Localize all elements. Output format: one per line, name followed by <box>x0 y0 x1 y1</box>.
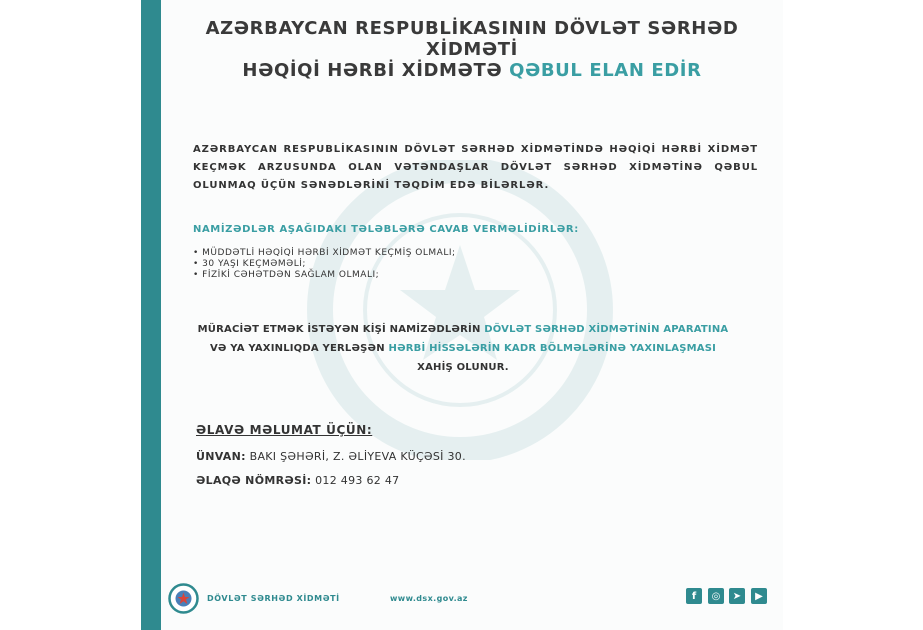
apply-text-3: XAHİŞ OLUNUR. <box>417 362 509 373</box>
apply-accent-2: HƏRBİ HİSSƏLƏRİN KADR BÖLMƏLƏRİNƏ YAXINLAŞMASI <box>388 343 717 354</box>
facebook-icon[interactable]: f <box>686 588 702 604</box>
title-line-2 <box>161 60 783 81</box>
intro-paragraph: AZƏRBAYCAN RESPUBLİKASININ DÖVLƏT SƏRHƏD XİDMƏTİNDƏ HƏQİQİ HƏRBİ XİDMƏT KEÇMƏK ARZUSUNDA OLAN VƏTƏNDAŞLAR DÖVLƏT SƏRHƏD XİDMƏTİNƏ QƏBUL OLUNMAQ ÜÇÜN SƏNƏDLƏRİNİ TƏQDİM EDƏ BİLƏRLƏR. <box>193 144 758 191</box>
phone-line <box>196 474 399 487</box>
apply-text-2: VƏ YA YAXINLIQDA YERLƏŞƏN <box>209 343 389 354</box>
phone-label: ƏLAQƏ NÖMRƏSİ: <box>196 474 312 487</box>
application-paragraph <box>193 320 733 377</box>
title-accent: QƏBUL ELAN EDİR <box>509 60 702 81</box>
address-line <box>196 450 466 463</box>
youtube-icon[interactable]: ▶ <box>751 588 767 604</box>
requirements-heading: NAMİZƏDLƏR AŞAĞIDAKI TƏLƏBLƏRƏ CAVAB VERMƏLİDİRLƏR: <box>193 224 579 235</box>
footer-org-name: DÖVLƏT SƏRHƏD XİDMƏTİ <box>207 594 340 603</box>
footer-website-link[interactable]: www.dsx.gov.az <box>390 594 468 603</box>
instagram-icon[interactable]: ◎ <box>708 588 724 604</box>
side-accent-bar <box>141 0 161 630</box>
requirements-list <box>193 248 456 281</box>
apply-accent-1: DÖVLƏT SƏRHƏD XİDMƏTİNİN APARATINA <box>484 324 729 335</box>
contact-heading: ƏLAVƏ MƏLUMAT ÜÇÜN: <box>196 423 373 437</box>
address-value: BAKI ŞƏHƏRİ, Z. ƏLİYEVA KÜÇƏSİ 30. <box>245 450 466 463</box>
address-label: ÜNVAN: <box>196 450 246 463</box>
list-item: • FİZİKİ CƏHƏTDƏN SAĞLAM OLMALI; <box>193 270 456 281</box>
emblem-logo-icon <box>168 583 199 614</box>
apply-text-1: MÜRACİƏT ETMƏK İSTƏYƏN KİŞİ NAMİZƏDLƏRİN <box>197 324 485 335</box>
phone-value: 012 493 62 47 <box>311 474 400 487</box>
title-line-2-text: HƏQİQİ HƏRBİ XİDMƏTƏ <box>242 60 510 81</box>
title-line-1: AZƏRBAYCAN RESPUBLİKASININ DÖVLƏT SƏRHƏD XİDMƏTİ <box>205 18 739 60</box>
right-margin <box>783 0 923 630</box>
telegram-icon[interactable]: ➤ <box>729 588 745 604</box>
list-item: • MÜDDƏTLİ HƏQİQİ HƏRBİ XİDMƏT KEÇMİŞ OLMALI; <box>193 248 456 259</box>
list-item: • 30 YAŞI KEÇMƏMƏLİ; <box>193 259 456 270</box>
page-title <box>161 18 783 81</box>
poster-page <box>161 0 783 630</box>
